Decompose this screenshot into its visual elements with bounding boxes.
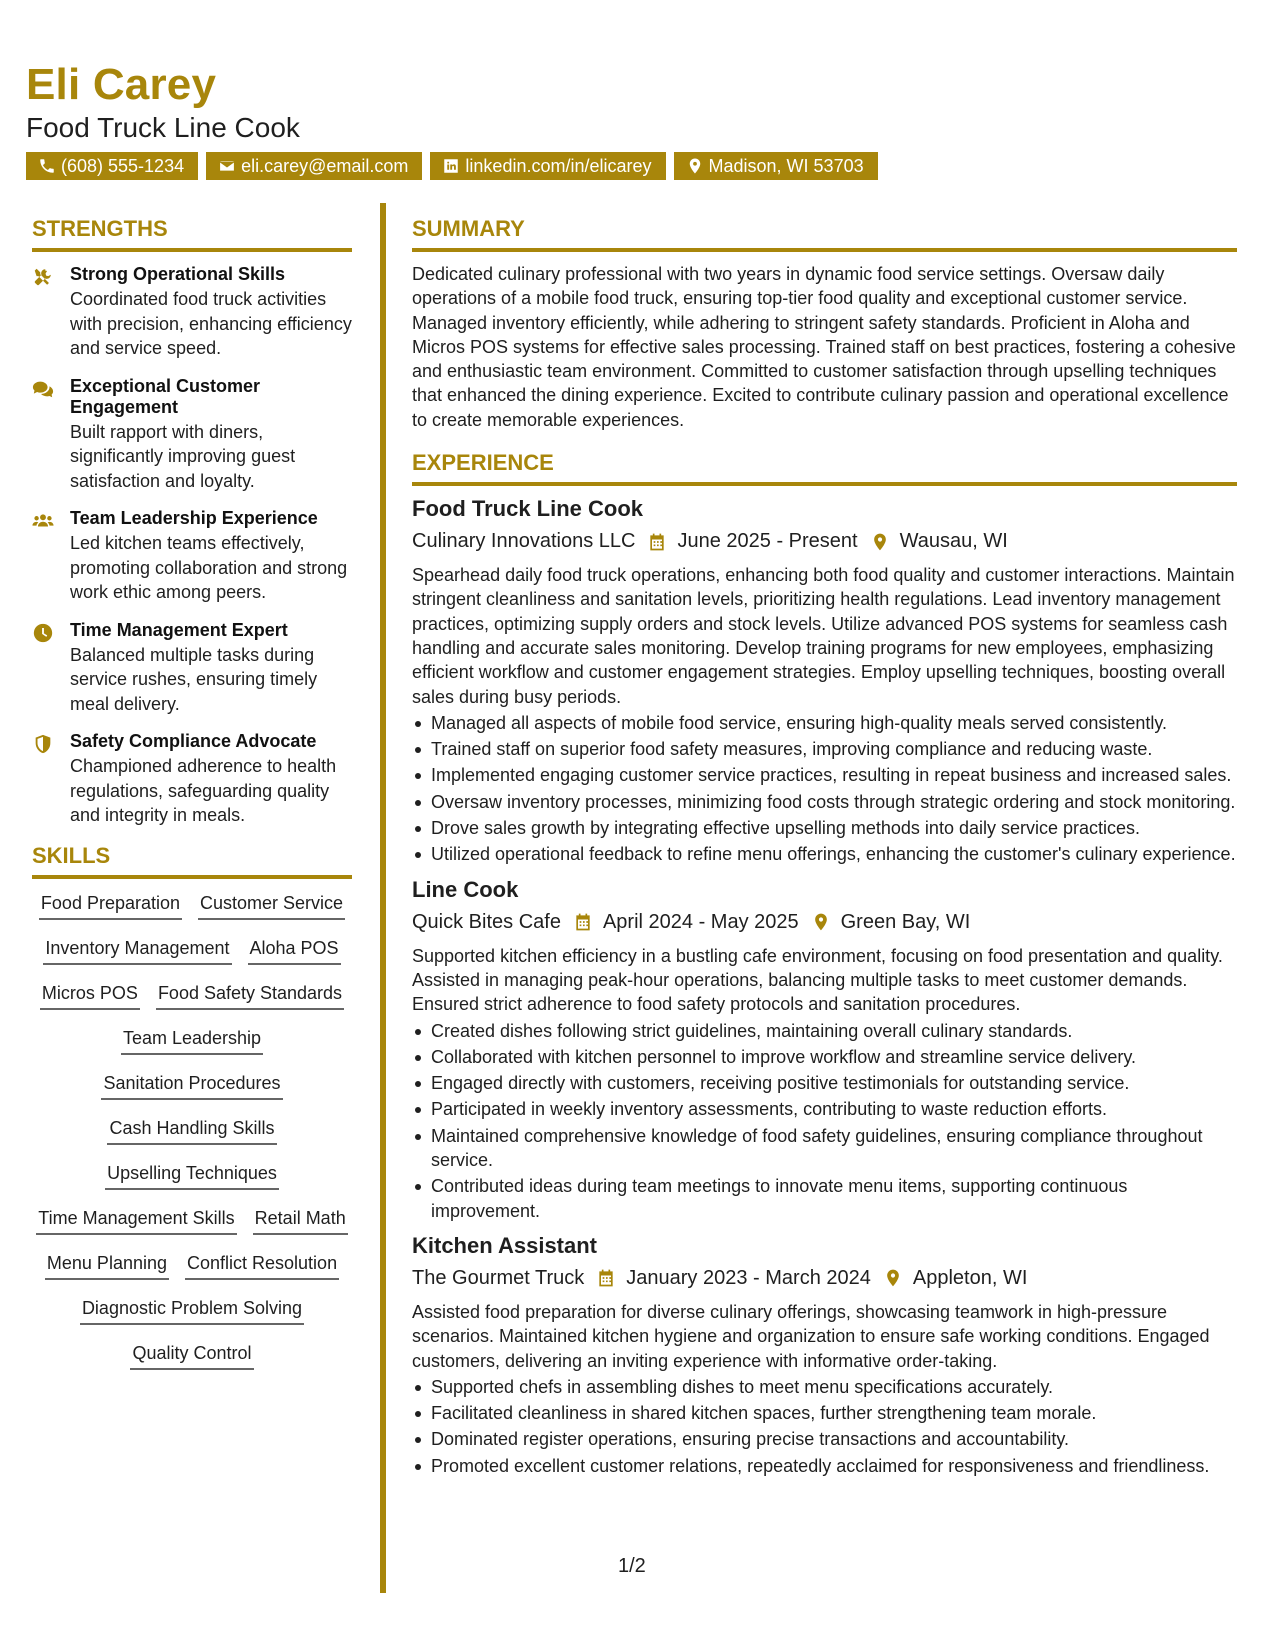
job-description: Supported kitchen efficiency in a bustling cafe environment, focusing on food presentation and quality. Assisted in managing peak-hour operations, balancing multiple tasks to meet customer demands. Ensured strict adherence to food safety protocols and sanitation procedures. xyxy=(412,945,1223,1015)
job-meta xyxy=(412,911,1237,934)
job-dates: January 2023 - March 2024 xyxy=(626,1266,871,1289)
contact-linkedin-text: linkedin.com/in/elicarey xyxy=(465,155,652,176)
strength-item xyxy=(32,508,352,605)
skill-tag: Diagnostic Problem Solving xyxy=(80,1296,304,1325)
chat-bubbles-icon xyxy=(32,378,54,400)
page-number: 1/2 xyxy=(618,1555,646,1577)
left-column xyxy=(32,216,352,1370)
location-pin-icon xyxy=(811,912,831,932)
job-bullets xyxy=(412,1019,1237,1223)
strength-item xyxy=(32,376,352,494)
bullet-item: Dominated register operations, ensuring precise transactions and accountability. xyxy=(412,1427,1237,1451)
candidate-name: Eli Carey xyxy=(26,60,217,109)
skill-tag: Conflict Resolution xyxy=(185,1251,339,1280)
contact-email[interactable] xyxy=(206,152,422,180)
bullet-item: Oversaw inventory processes, minimizing food costs through strategic ordering and stock monitoring. xyxy=(412,790,1237,814)
linkedin-icon xyxy=(442,157,460,175)
calendar-icon xyxy=(573,912,593,932)
bullet-item: Facilitated cleanliness in shared kitchen spaces, further strengthening team morale. xyxy=(412,1401,1237,1425)
job-meta xyxy=(412,1267,1237,1290)
contact-phone[interactable] xyxy=(26,152,198,180)
tools-icon xyxy=(32,266,54,288)
skill-tag: Menu Planning xyxy=(45,1251,169,1280)
strength-desc: Coordinated food truck activities with precision, enhancing efficiency and service speed. xyxy=(70,289,352,358)
strength-title: Exceptional Customer Engagement xyxy=(70,375,261,417)
envelope-icon xyxy=(218,157,236,175)
skill-tag: Team Leadership xyxy=(121,1026,263,1055)
skill-tag: Upselling Techniques xyxy=(105,1161,279,1190)
skill-tag: Quality Control xyxy=(130,1341,253,1370)
skill-tag: Micros POS xyxy=(40,981,140,1010)
bullet-item: Promoted excellent customer relations, repeatedly acclaimed for responsiveness and friendliness. xyxy=(412,1454,1237,1478)
clock-icon xyxy=(32,622,54,644)
bullet-item: Utilized operational feedback to refine menu offerings, enhancing the customer's culinary experience. xyxy=(412,842,1237,866)
job-entry xyxy=(412,1233,1237,1478)
bullet-item: Implemented engaging customer service practices, resulting in repeat business and increased sales. xyxy=(412,763,1237,787)
job-bullets xyxy=(412,711,1237,867)
job-dates: June 2025 - Present xyxy=(677,530,858,553)
job-location: Green Bay, WI xyxy=(840,910,971,933)
job-company: Culinary Innovations LLC xyxy=(412,530,636,553)
bullet-item: Participated in weekly inventory assessments, contributing to waste reduction efforts. xyxy=(412,1097,1237,1121)
strengths-list xyxy=(32,264,352,828)
summary-text: Dedicated culinary professional with two years in dynamic food service settings. Oversaw daily operations of a mobile food truck, ensuring top-tier food quality and exceptional customer service. Managed inventory efficiently, while adhering to stringent safety standards. Proficient in Aloha and Micros POS systems for effective sales processing. Trained staff on best practices, fostering a cohesive and enthusiastic team environment. Committed to customer satisfaction through upselling techniques that enhanced the dining experience. Excited to contribute culinary passion and operational excellence to create memorable experiences. xyxy=(412,264,1236,430)
job-entry xyxy=(412,877,1237,1223)
bullet-item: Maintained comprehensive knowledge of food safety guidelines, ensuring compliance throughout service. xyxy=(412,1124,1237,1173)
location-pin-icon xyxy=(686,157,704,175)
bullet-item: Trained staff on superior food safety measures, improving compliance and reducing waste. xyxy=(412,737,1237,761)
job-description: Assisted food preparation for diverse culinary offerings, showcasing teamwork in high-pressure scenarios. Maintained kitchen hygiene and organization to ensure safe working conditions. Engaged customers, delivering an inviting experience with informative order-taking. xyxy=(412,1301,1210,1371)
strength-item xyxy=(32,731,352,828)
contact-phone-text: (608) 555-1234 xyxy=(61,155,185,176)
job-company: The Gourmet Truck xyxy=(412,1266,585,1289)
strength-item xyxy=(32,264,352,361)
calendar-icon xyxy=(647,532,667,552)
strength-title: Strong Operational Skills xyxy=(70,264,286,284)
bullet-item: Engaged directly with customers, receiving positive testimonials for outstanding service. xyxy=(412,1071,1237,1095)
bullet-item: Managed all aspects of mobile food service, ensuring high-quality meals served consistently. xyxy=(412,711,1237,735)
job-location: Wausau, WI xyxy=(899,530,1008,553)
strength-desc: Built rapport with diners, significantly improving guest satisfaction and loyalty. xyxy=(70,421,296,491)
skill-tag: Aloha POS xyxy=(248,936,341,965)
phone-icon xyxy=(38,157,56,175)
bullet-item: Contributed ideas during team meetings to innovate menu items, supporting continuous improvement. xyxy=(412,1174,1237,1223)
bullet-item: Created dishes following strict guidelines, maintaining overall culinary standards. xyxy=(412,1019,1237,1043)
strength-desc: Led kitchen teams effectively, promoting collaboration and strong work ethic among peers. xyxy=(70,533,348,602)
job-bullets xyxy=(412,1375,1237,1478)
contact-linkedin[interactable] xyxy=(430,152,665,180)
summary-heading: SUMMARY xyxy=(412,216,1237,252)
strength-title: Safety Compliance Advocate xyxy=(70,731,317,751)
skill-tag: Retail Math xyxy=(253,1206,348,1235)
job-entry xyxy=(412,496,1237,867)
skill-tag: Food Safety Standards xyxy=(156,981,344,1010)
contact-location[interactable] xyxy=(674,152,878,180)
location-pin-icon xyxy=(870,532,890,552)
strengths-heading: STRENGTHS xyxy=(32,216,352,252)
job-dates: April 2024 - May 2025 xyxy=(602,910,799,933)
right-column xyxy=(412,216,1237,1480)
calendar-icon xyxy=(596,1268,616,1288)
bullet-item: Collaborated with kitchen personnel to improve workflow and streamline service delivery. xyxy=(412,1045,1237,1069)
skill-tag: Food Preparation xyxy=(39,891,182,920)
job-title: Line Cook xyxy=(412,876,519,902)
strength-desc: Balanced multiple tasks during service rushes, ensuring timely meal delivery. xyxy=(70,644,318,714)
contact-location-text: Madison, WI 53703 xyxy=(708,155,864,176)
candidate-title: Food Truck Line Cook xyxy=(26,112,300,143)
shield-icon xyxy=(32,733,54,755)
bullet-item: Supported chefs in assembling dishes to meet menu specifications accurately. xyxy=(412,1375,1237,1399)
skill-tag: Time Management Skills xyxy=(36,1206,236,1235)
skills-heading: SKILLS xyxy=(32,843,352,879)
skills-list xyxy=(32,891,352,1370)
job-meta xyxy=(412,530,1237,553)
strength-item xyxy=(32,620,352,717)
job-title: Kitchen Assistant xyxy=(412,1232,598,1258)
users-icon xyxy=(32,510,54,532)
skill-tag: Cash Handling Skills xyxy=(107,1116,276,1145)
bullet-item: Drove sales growth by integrating effective upselling methods into daily service practices. xyxy=(412,816,1237,840)
strength-desc: Championed adherence to health regulations, safeguarding quality and integrity in meals. xyxy=(70,756,337,825)
job-title: Food Truck Line Cook xyxy=(412,496,644,522)
experience-heading: EXPERIENCE xyxy=(412,450,1237,486)
strength-title: Team Leadership Experience xyxy=(70,508,318,528)
skill-tag: Inventory Management xyxy=(43,936,231,965)
contact-email-text: eli.carey@email.com xyxy=(241,155,409,176)
column-divider xyxy=(380,203,386,1593)
skill-tag: Customer Service xyxy=(198,891,345,920)
strength-title: Time Management Expert xyxy=(70,619,288,640)
job-location: Appleton, WI xyxy=(912,1266,1028,1289)
contact-bar xyxy=(26,152,878,180)
location-pin-icon xyxy=(883,1268,903,1288)
job-description: Spearhead daily food truck operations, enhancing both food quality and customer interactions. Maintain stringent cleanliness and sanitation levels, prioritizing health regulations. Lead inventory management practices, optimizing supply orders and stock levels. Utilize advanced POS systems for seamless cash handling and accurate sales monitoring. Develop training programs for new employees, emphasizing efficient workflow and customer engagement strategies. Employ upselling techniques, boosting overall sales during busy periods. xyxy=(412,565,1235,707)
job-company: Quick Bites Cafe xyxy=(412,910,561,933)
skill-tag: Sanitation Procedures xyxy=(101,1071,282,1100)
